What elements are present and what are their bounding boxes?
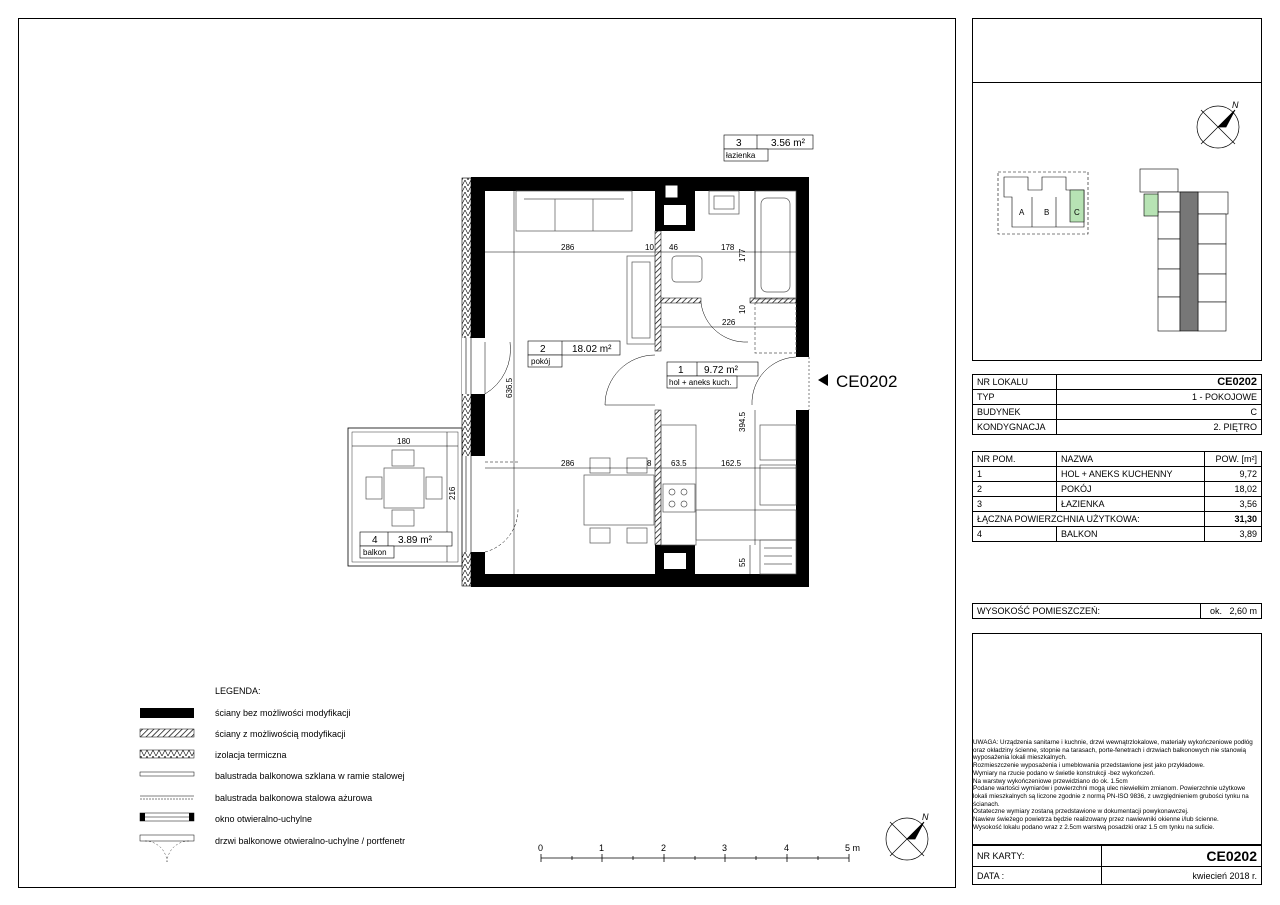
notes-text	[973, 739, 1261, 831]
height-number: 2,60 m	[1229, 606, 1257, 616]
note-line: Wymiary na rzucie podano w świetle konstrukcji -bez wykończeń.	[973, 769, 1155, 777]
compass-letter-top: N	[1232, 100, 1239, 110]
legend-item: izolacja termiczna	[215, 750, 287, 760]
scale-tick-1: 1	[599, 843, 605, 853]
compass-icon-top	[1197, 106, 1239, 148]
legend-title: LEGENDA:	[215, 686, 261, 696]
room-label-hall	[667, 362, 758, 388]
header-num: NR POM.	[973, 452, 1057, 467]
note-line: Wysokość lokalu podano wraz z 2.5cm warstwą posadzki oraz 1.5 cm tynku na suficie.	[973, 823, 1215, 831]
dim-kitchen-b: 162.5	[721, 459, 742, 468]
room-hall-name: hol + aneks kuch.	[669, 378, 732, 387]
legend-item: balustrada balkonowa stalowa ażurowa	[215, 793, 373, 803]
total-label: ŁĄCZNA POWIERZCHNIA UŻYTKOWA:	[973, 512, 1205, 527]
scale-tick-0: 0	[538, 843, 544, 853]
legend-item: okno otwieralno-uchylne	[215, 814, 313, 824]
dim-bath-height: 177	[738, 248, 747, 262]
dim-bottom-room: 286	[561, 459, 575, 468]
room-room-area: 18.02 m²	[572, 344, 612, 355]
dim-hall-wall: 10	[738, 305, 747, 314]
unit-info-table	[972, 374, 1262, 435]
cell-area: 9,72	[1205, 467, 1262, 482]
height-prefix: ok.	[1209, 606, 1222, 616]
cell-value: C	[1057, 405, 1262, 420]
table-row	[973, 604, 1262, 619]
height-value	[1201, 604, 1262, 619]
note-line: UWAGA: Urządzenia sanitarne i kuchnie, drzwi wewnątrzlokalowe, materiały wykończeniowe podłóg oraz okładziny ścienne, stopnie na tarasach, porte-fenetrach i drzwiach balkonowych nie stanowią wyposażenia lokali mieszkalnych.	[973, 739, 1253, 762]
dim-top-bath-b: 178	[721, 243, 735, 252]
card-label: NR KARTY:	[973, 846, 1102, 867]
cell-name: HOL + ANEKS KUCHENNY	[1057, 467, 1205, 482]
cell-name: ŁAZIENKA	[1057, 497, 1205, 512]
cell-value: CE0202	[1057, 375, 1262, 390]
legend-item: ściany bez możliwości modyfikacji	[215, 708, 351, 718]
dim-kitchen-a: 63.5	[671, 459, 687, 468]
card-value: CE0202	[1102, 846, 1262, 867]
note-line: Podane wartości wymiarów i powierzchni mogą ulec niewielkim zmianom. Powierzchnie użytkowe lokali mieszkalnych są liczone zgodnie z normą PN-ISO 9836, z uwzględnieniem grubości tynku na ścianach.	[973, 785, 1249, 808]
scale-tick-5: 5 m	[845, 843, 861, 853]
dim-top-wall: 10	[645, 243, 654, 252]
cell-name: POKÓJ	[1057, 482, 1205, 497]
height-table	[972, 603, 1262, 619]
scale-tick-3: 3	[722, 843, 728, 853]
cell-label: BUDYNEK	[973, 405, 1057, 420]
scale-tick-4: 4	[784, 843, 790, 853]
room-balcony-name: balkon	[363, 548, 387, 557]
cell-area: 18,02	[1205, 482, 1262, 497]
dim-bottom-small: 55	[738, 558, 747, 567]
table-row	[973, 482, 1262, 497]
room-bath-area: 3.56 m²	[771, 138, 805, 149]
room-balcony-num: 4	[372, 535, 378, 546]
table-row	[973, 867, 1262, 885]
dim-room-height: 636.5	[505, 377, 514, 398]
note-line: Rozmieszczenie wyposażenia i umeblowania przedstawione jest jako przykładowe.	[973, 762, 1205, 770]
date-value: kwiecień 2018 r.	[1102, 867, 1262, 885]
table-total-row	[973, 512, 1262, 527]
legend-item: ściany z możliwością modyfikacji	[215, 729, 346, 739]
room-label-room	[528, 341, 620, 367]
legend-item: drzwi balkonowe otwieralno-uchylne / portfenetr	[215, 836, 406, 846]
cell-label: NR LOKALU	[973, 375, 1057, 390]
cell-value: 1 - POKOJOWE	[1057, 390, 1262, 405]
total-value: 31,30	[1205, 512, 1262, 527]
dim-top-bath-a: 46	[669, 243, 678, 252]
room-room-num: 2	[540, 344, 546, 355]
building-b: B	[1044, 208, 1050, 217]
dim-hall-height: 394.5	[738, 411, 747, 432]
unit-code-label: CE0202	[836, 372, 898, 391]
header-area: POW. [m²]	[1205, 452, 1262, 467]
cell-area: 3,56	[1205, 497, 1262, 512]
cell-name: BALKON	[1057, 527, 1205, 542]
note-line: Na warstwy wykończeniowe przewidziano do ok. 1.5cm	[973, 777, 1128, 785]
cell-area: 3,89	[1205, 527, 1262, 542]
logo-box	[972, 18, 1262, 83]
scale-tick-2: 2	[661, 843, 667, 853]
table-row	[973, 375, 1262, 390]
header-name: NAZWA	[1057, 452, 1205, 467]
room-hall-area: 9.72 m²	[704, 365, 738, 376]
dim-hall-width: 226	[722, 318, 736, 327]
note-line: Ostateczne wymiary zostaną przedstawione w dokumentacji powykonawczej.	[973, 808, 1189, 816]
compass-letter: N	[922, 812, 929, 822]
dim-balcony-depth: 216	[448, 486, 457, 500]
compass-icon	[886, 818, 928, 860]
building-c: C	[1074, 208, 1080, 217]
floor-key-plan	[1140, 169, 1228, 331]
cell-num: 2	[973, 482, 1057, 497]
cell-label: TYP	[973, 390, 1057, 405]
dim-top-room: 286	[561, 243, 575, 252]
scale-bar	[541, 854, 849, 862]
legend-symbols	[140, 708, 194, 862]
room-balcony-area: 3.89 m²	[398, 535, 432, 546]
cell-label: KONDYGNACJA	[973, 420, 1057, 435]
card-table	[972, 845, 1262, 885]
table-row	[973, 846, 1262, 867]
table-row	[973, 527, 1262, 542]
table-row	[973, 420, 1262, 435]
table-row	[973, 390, 1262, 405]
site-overview	[998, 172, 1088, 234]
table-row	[973, 405, 1262, 420]
outer-walls	[471, 177, 809, 587]
table-row	[973, 467, 1262, 482]
cell-num: 4	[973, 527, 1057, 542]
cell-value: 2. PIĘTRO	[1057, 420, 1262, 435]
legend-item: balustrada balkonowa szklana w ramie stalowej	[215, 771, 405, 781]
height-label: WYSOKOŚĆ POMIESZCZEŃ:	[973, 604, 1201, 619]
date-label: DATA :	[973, 867, 1102, 885]
room-hall-num: 1	[678, 365, 684, 376]
room-label-bath	[724, 135, 813, 161]
building-a: A	[1019, 208, 1025, 217]
entrance-arrow-icon	[818, 374, 828, 386]
room-bath-name: łazienka	[726, 151, 756, 160]
room-room-name: pokój	[531, 357, 551, 366]
room-bath-num: 3	[736, 138, 742, 149]
table-header	[973, 452, 1262, 467]
cell-num: 3	[973, 497, 1057, 512]
table-row	[973, 497, 1262, 512]
cell-num: 1	[973, 467, 1057, 482]
dim-bottom-wall: 8	[647, 459, 652, 468]
site-plan	[972, 82, 1262, 361]
dim-balcony-width: 180	[397, 437, 411, 446]
rooms-table	[972, 451, 1262, 542]
note-line: Nawiew świeżego powietrza będzie realizowany przez nawiewniki okienne i/lub ścienne.	[973, 816, 1219, 824]
